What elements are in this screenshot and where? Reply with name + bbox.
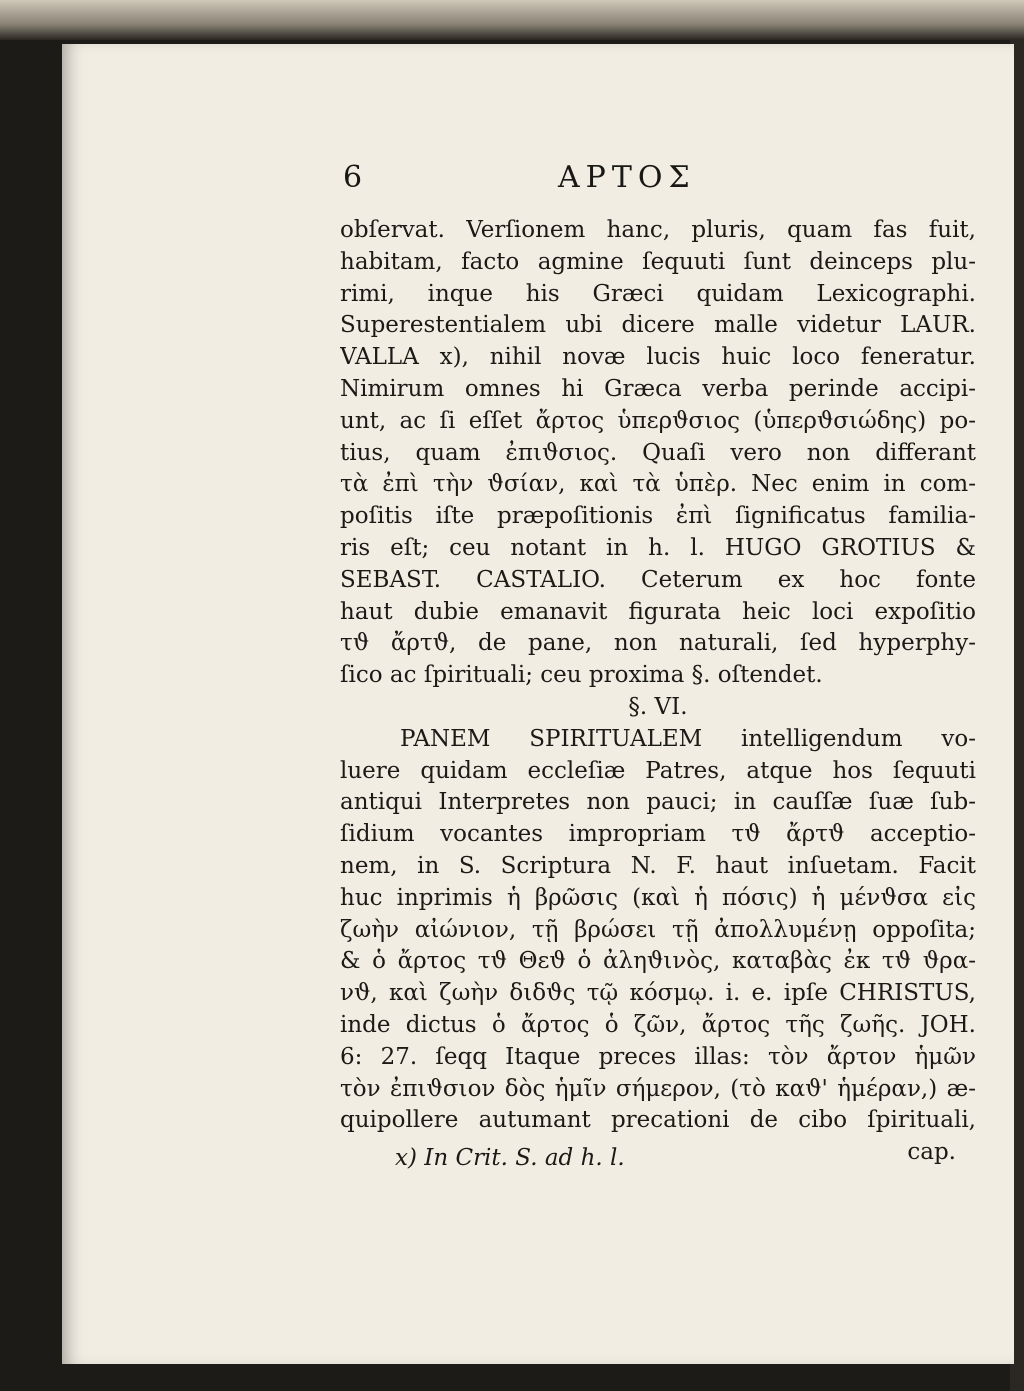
text-line: antiqui Interpretes non pauci; in cauſſæ ſuæ ſub- bbox=[340, 789, 976, 816]
text-line: inde dictus ὁ ἄρτος ὁ ζῶν, ἄρτος τῆς ζωῆς. JOH. bbox=[340, 1011, 976, 1038]
text-line: & ὁ ἄρτος τϑ Θεϑ ὁ ἀληϑινὸς, καταβὰς ἐκ τϑ ϑρα- bbox=[340, 948, 976, 975]
text-line: Superestentialem ubi dicere malle videtur LAUR. bbox=[340, 312, 976, 339]
text-line: obſervat. Verſionem hanc, pluris, quam fas fuit, bbox=[340, 217, 976, 243]
text-line: tius, quam ἐπιϑσιος. Quaſi vero non differant bbox=[340, 439, 976, 466]
text-line: SEBAST. CASTALIO. Ceterum ex hoc fonte bbox=[340, 566, 976, 593]
body-text bbox=[340, 215, 976, 1169]
text-line: nem, in S. Scriptura N. F. haut inſuetam. Facit bbox=[340, 852, 976, 879]
text-line: unt, ac ſi eſſet ἄρτος ὑπερϑσιος (ὑπερϑσιώδης) po- bbox=[340, 407, 976, 434]
text-line: VALLA x), nihil novæ lucis huic loco feneratur. bbox=[340, 344, 976, 371]
text-line: νϑ, καὶ ζωὴν διδϑς τῷ κόσμῳ. i. e. ipſe CHRISTUS, bbox=[340, 980, 976, 1007]
text-line: ſico ac ſpirituali; ceu proxima §. oſtendet. bbox=[340, 662, 823, 689]
text-line: rimi, inque his Græci quidam Lexicographi. bbox=[340, 280, 976, 307]
text-line: luere quidam eccleſiæ Patres, atque hos ſequuti bbox=[340, 757, 976, 784]
text-line: τὸν ἐπιϑσιον δὸς ἡμῖν σήμερον, (τὸ καϑ' ἡμέραν,) æ- bbox=[340, 1075, 976, 1102]
text-line: poſitis iſte præpoſitionis ἐπὶ ſignificatus familia- bbox=[340, 503, 976, 530]
text-line: PANEM SPIRITUALEM intelligendum vo- bbox=[400, 725, 976, 752]
section-heading: §. VI. bbox=[628, 693, 688, 720]
text-line: Nimirum omnes hi Græca verba perinde accipi- bbox=[340, 375, 976, 402]
text-line: haut dubie emanavit figurata heic loci expoſitio bbox=[340, 598, 976, 625]
text-line: τϑ ἄρτϑ, de pane, non naturali, ſed hyperphy- bbox=[340, 630, 976, 657]
text-line: quipollere autumant precationi de cibo ſpirituali, bbox=[340, 1107, 976, 1134]
footnote: x) In Crit. S. ad h. l. bbox=[395, 1145, 625, 1171]
text-line: ζωὴν αἰώνιον, τῇ βρώσει τῇ ἀπολλυμένῃ oppoſita; bbox=[340, 916, 976, 943]
running-title: ΑΡΤΟΣ bbox=[558, 160, 696, 195]
catchword: cap. bbox=[907, 1139, 956, 1166]
text-line: ris eſt; ceu notant in h. l. HUGO GROTIUS & bbox=[340, 534, 976, 561]
text-line: τὰ ἐπὶ τὴν ϑσίαν, καὶ τὰ ὑπὲρ. Nec enim in com- bbox=[340, 471, 976, 498]
page-header bbox=[343, 160, 863, 195]
text-line: habitam, facto agmine ſequuti ſunt deinceps plu- bbox=[340, 248, 976, 275]
text-line: ſidium vocantes impropriam τϑ ἄρτϑ acceptio- bbox=[340, 821, 976, 848]
scan-top-edge bbox=[0, 0, 1024, 40]
page-number: 6 bbox=[343, 160, 363, 195]
text-line: huc inprimis ἡ βρῶσις (καὶ ἡ πόσις) ἡ μένϑσα εἰς bbox=[340, 884, 976, 911]
text-line: 6: 27. ſeqq Itaque preces illas: τὸν ἄρτον ἡμῶν bbox=[340, 1043, 976, 1070]
